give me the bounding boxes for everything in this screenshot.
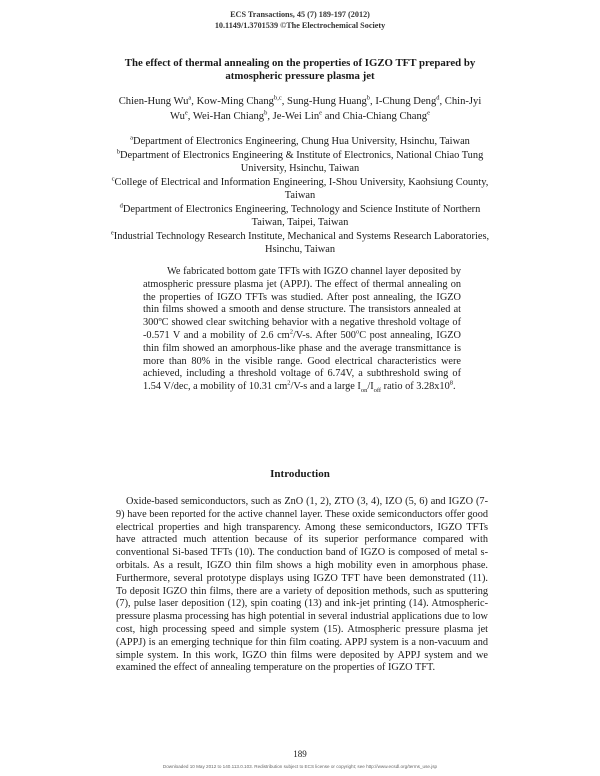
affil-mark: a — [130, 134, 133, 142]
affil-text: Department of Electronics Engineering & Institute of Electronics, National Chiao Tung — [119, 149, 484, 161]
abstract-superscript: o — [355, 328, 360, 336]
affil-text: Department of Electronics Engineering, Technology and Science Institute of Northern — [122, 203, 481, 215]
affiliation-b — [40, 149, 560, 176]
author-affil-mark: e — [319, 109, 323, 117]
abstract-superscript: 2 — [287, 379, 291, 387]
author-name: , Sung-Hung Huang — [281, 96, 367, 107]
affiliations — [40, 135, 560, 257]
affil-mark: d — [119, 202, 123, 210]
affil-text: Department of Electronics Engineering, Chung Hua University, Hsinchu, Taiwan — [133, 136, 470, 147]
author-affil-mark: b,c — [273, 94, 282, 102]
page-number: 189 — [293, 749, 307, 759]
author-affil-mark: e — [427, 109, 430, 117]
author-name: , Je-Wei Lin — [267, 111, 320, 122]
author-name: , I-Chung Deng — [370, 96, 437, 107]
author-name: , Wei-Han Chiang — [187, 111, 265, 122]
affil-mark: e — [110, 229, 114, 237]
affiliation-e — [40, 230, 560, 257]
affiliation-c — [40, 176, 560, 203]
author-name: Wu — [170, 111, 185, 122]
author-affil-mark: e — [184, 109, 188, 117]
section-heading-introduction: Introduction — [270, 468, 330, 480]
affil-text: Taiwan, Taipei, Taiwan — [251, 217, 349, 228]
download-footer: Downloaded 10 May 2012 to 140.113.0.103. Redistribution subject to ECS license or copyright; see http://www.ecsdl.org/terms_use.jsp — [162, 764, 438, 769]
author-list — [60, 94, 540, 124]
author-name: , Kow-Ming Chang — [191, 96, 274, 107]
abstract-superscript: 8 — [449, 379, 453, 387]
introduction-paragraph — [116, 496, 488, 675]
paper-title — [40, 57, 560, 83]
abstract-text: C post annealing, IGZO thin film showed an amorphous-like phase and the average transmittance is more than 80% in the visible range. Good electrical characteristics were achieved, including a threshold voltage of 6.74V, a subthreshold swing of 1.54 V/dec, a mobility of 10.31 cm — [143, 329, 461, 393]
abstract-text: We fabricated bottom gate TFTs with IGZO channel layer deposited by atmospheric pressure plasma jet (APPJ). The effect of thermal annealing on the properties of IGZO TFTs was studied. After post annealing, the IGZO thin films showed a smooth and dense structure. The transistors annealed at 300ºC showed clear switching behavior with a negative threshold voltage of -0.571 V and a mobility of 2.6 cm — [143, 266, 461, 341]
author-affil-mark: b — [264, 109, 268, 117]
abstract-text: /V-s and a large I — [290, 381, 361, 393]
abstract-subscript: on — [360, 387, 368, 395]
author-name: and Chia-Chiang Chang — [322, 111, 428, 122]
affil-mark: b — [116, 148, 120, 156]
author-affil-mark: d — [436, 94, 440, 102]
title-line-1: The effect of thermal annealing on the properties of IGZO TFT prepared by — [124, 57, 476, 69]
affiliation-d — [40, 203, 560, 230]
affil-mark: c — [111, 175, 115, 183]
abstract-text: /I — [367, 381, 374, 393]
abstract-text: /V-s. After 500 — [292, 329, 356, 341]
affil-text: Hsinchu, Taiwan — [264, 244, 336, 255]
author-affil-mark: b — [366, 94, 371, 102]
doi-line: 10.1149/1.3701539 ©The Electrochemical Society — [214, 21, 386, 30]
abstract — [143, 266, 461, 394]
journal-citation: ECS Transactions, 45 (7) 189-197 (2012) — [230, 10, 370, 19]
author-name: , Chin-Jyi — [439, 96, 482, 107]
affil-text: Taiwan — [284, 190, 316, 201]
affil-text: University, Hsinchu, Taiwan — [240, 163, 360, 174]
affil-text: College of Electrical and Information Engineering, I-Shou University, Kaohsiung County, — [114, 176, 489, 188]
abstract-subscript: off — [373, 387, 382, 395]
author-name: Chien-Hung Wu — [118, 96, 189, 107]
author-affil-mark: a — [188, 94, 192, 102]
title-line-2: atmospheric pressure plasma jet — [225, 70, 375, 82]
affil-text: Industrial Technology Research Institute, Mechanical and Systems Research Laboratories, — [113, 230, 490, 242]
affiliation-a — [40, 135, 560, 149]
abstract-text: . — [452, 381, 456, 393]
abstract-text: ratio of 3.28x10 — [381, 381, 450, 393]
abstract-superscript: 2 — [289, 328, 293, 336]
introduction-text: Oxide-based semiconductors, such as ZnO (1, 2), ZTO (3, 4), IZO (5, 6) and IGZO (7-9) have been reported for the active channel layer. These oxide semiconductors offer good electrical properties and high transparency. Among these semiconductors, IGZO TFTs have attracted much attention because of its superior performance compared with conventional Si-based TFTs (10). The conduction band of IGZO is composed of metal s-orbitals. As a result, IGZO thin film shows a high mobility even in amorphous phase. Furthermore, several prototype displays using IGZO TFT have been demonstrated (11). To deposit IGZO thin films, there are a variety of deposition methods, such as sputtering (7), pulse laser deposition (12), spin coating (13) and ink-jet printing (14). Atmospheric-pressure plasma processing has high potential in several industrial applications due to low cost, high processing speed and simple system (15). Atmospheric pressure plasma jet (APPJ) is an emerging technique for thin film coating. APPJ system is a non-vacuum and simple system. In this work, IGZO thin films were deposited by APPJ system and we examined the effect of annealing temperature on the properties of IGZO TFT. — [116, 496, 488, 674]
